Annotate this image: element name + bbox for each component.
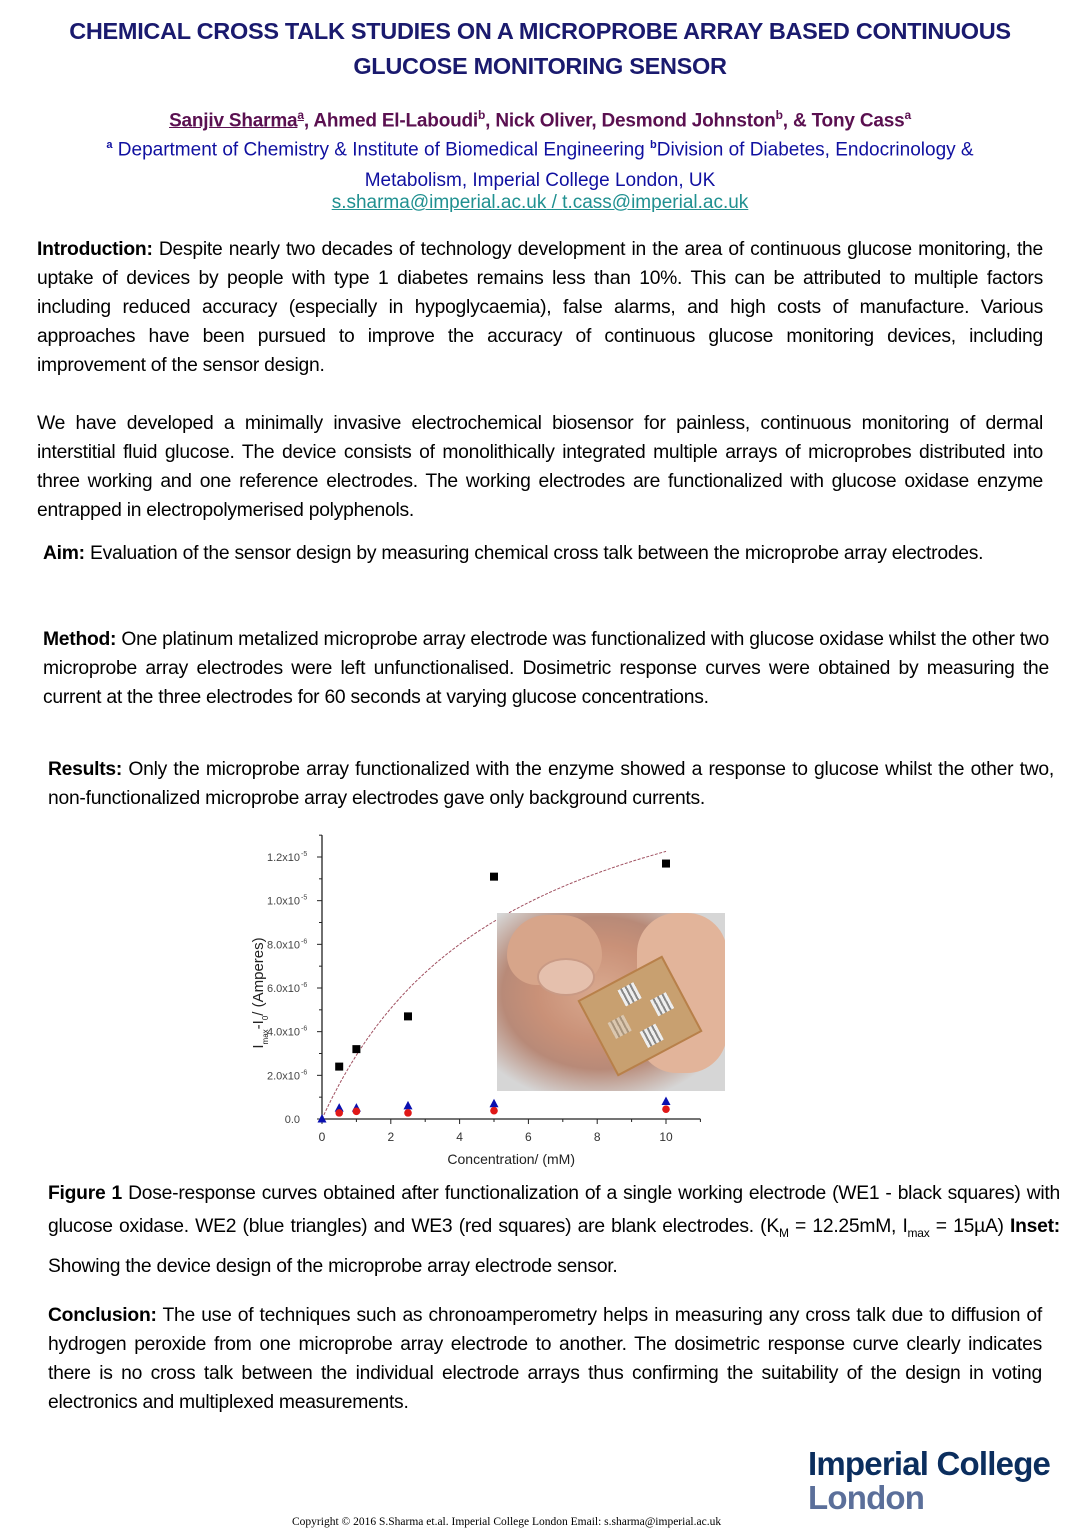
introduction-paragraph-2: We have developed a minimally invasive electrochemical biosensor for painless, continuous monitoring of dermal interstitial fluid glucose. The device consists of monolithically integrated multiple arrays of microprobes distributed into three working and one reference electrodes. The working electrodes are functionalized with glucose oxidase enzyme entrapped in electropolymerised polyphenols.	[37, 413, 1043, 521]
email-link-cass[interactable]: t.cass@imperial.ac.uk	[562, 192, 749, 213]
conclusion-label: Conclusion:	[48, 1305, 157, 1326]
x-tick-label: 6	[525, 1130, 532, 1144]
conclusion-section	[48, 1302, 1042, 1418]
we1-square-point	[352, 1045, 360, 1053]
x-tick-label: 0	[318, 1130, 326, 1144]
title-line-1: CHEMICAL CROSS TALK STUDIES ON A MICROPROBE ARRAY BASED CONTINUOUS	[69, 18, 1011, 44]
affiliation-a: Department of Chemistry & Institute of Biomedical Engineering	[112, 139, 651, 161]
y-tick-label: 1.2x10	[266, 852, 300, 864]
author-separator: ,	[485, 110, 496, 132]
we3-circle-point	[335, 1109, 343, 1117]
x-tick-label: 4	[456, 1130, 463, 1144]
y-tick-label: 0.0	[284, 1114, 300, 1126]
electrode-pad	[617, 982, 641, 1006]
we2-triangle-point	[318, 1114, 327, 1123]
electrode-pad	[640, 1024, 664, 1048]
x-axis-label: Concentration/ (mM)	[447, 1151, 575, 1167]
affil-a-mark: a	[106, 139, 113, 151]
y-axis-label-part: I	[250, 1044, 267, 1049]
introduction-text: Despite nearly two decades of technology development in the area of continuous glucose monitoring, the uptake of devices by people with type 1 diabetes remains less than 10%. This can be attributed to multiple factors including reduced accuracy (especially in hypoglycaemia), false alarms, and high costs of manufacture. Various approaches have been pursued to improve the accuracy of continuous glucose monitoring devices, including improvement of the sensor design.	[37, 239, 1043, 376]
method-label: Method:	[43, 629, 117, 650]
results-text: Only the microprobe array functionalized with the enzyme showed a response to glucose whilst the other two, non-functionalized microprobe array electrodes gave only background currents.	[48, 759, 1054, 809]
y-axis-label-part: -I	[250, 1020, 267, 1030]
author-separator: , &	[782, 110, 812, 132]
y-tick-label: 4.0x10	[266, 1026, 300, 1039]
imperial-college-logo	[808, 1447, 1050, 1515]
we1-square-point	[662, 860, 670, 868]
email-link-sharma[interactable]: s.sharma@imperial.ac.uk	[331, 192, 547, 213]
imax-value: = 15µA)	[929, 1216, 1011, 1237]
author-name: Desmond Johnston	[601, 110, 776, 132]
km-subscript: M	[778, 1225, 789, 1240]
electrode-pad	[608, 1015, 632, 1039]
conclusion-text: The use of techniques such as chronoamperometry helps in measuring any cross talk due to diffusion of hydrogen peroxide from one microprobe array electrode to another. The dosimetric response curve clearly indicates there is no cross talk between the individual electrode arrays thus confirming the suitability of the design in voting electronics and multiplexed measurements.	[48, 1305, 1042, 1413]
author-affiliation-mark: a	[297, 108, 304, 122]
we3-circle-point	[490, 1107, 498, 1115]
aim-section	[43, 540, 1049, 569]
copyright-footer: Copyright © 2016 S.Sharma et.al. Imperial College London Email: s.sharma@imperial.ac.uk	[292, 1516, 722, 1528]
logo-line-2: London	[808, 1479, 925, 1516]
y-axis-label-part: max	[260, 1029, 270, 1045]
author-separator: ,	[591, 110, 602, 132]
affiliation-line-2: Metabolism, Imperial College London, UK	[364, 170, 716, 192]
poster-title	[0, 14, 1080, 84]
y-axis-label-part: 0	[260, 1015, 270, 1021]
y-tick-exponent: -5	[301, 894, 308, 902]
author-separator: ,	[303, 110, 314, 132]
figure-caption	[48, 1177, 1060, 1283]
affil-b-mark: b	[650, 139, 657, 151]
inset-text: Showing the device design of the microprobe array electrode sensor.	[48, 1255, 618, 1277]
author-affiliation-mark: b	[478, 108, 486, 122]
logo-line-1: Imperial College	[808, 1445, 1051, 1482]
affiliation-b: Division of Diabetes, Endocrinology &	[656, 139, 974, 161]
y-tick-exponent: -6	[301, 982, 308, 989]
we3-circle-point	[662, 1105, 670, 1113]
we1-square-point	[404, 1012, 412, 1020]
method-section	[43, 626, 1049, 713]
inset-label: Inset:	[1010, 1216, 1060, 1237]
we1-square-point	[335, 1063, 343, 1071]
introduction-label: Introduction:	[37, 239, 153, 260]
author-name: Nick Oliver	[495, 110, 592, 132]
results-section	[48, 756, 1054, 814]
y-tick-label: 1.0x10	[266, 895, 300, 908]
caption-text: Dose-response curves obtained after functionalization of a single working electrode (WE1 - black squares) with glucose oxidase. WE2 (blue triangles) and WE3 (red squares) are blank electrodes. (K	[48, 1183, 1061, 1237]
we2-triangle-point	[662, 1097, 671, 1106]
affiliations	[20, 130, 1060, 196]
y-tick-label: 2.0x10	[266, 1070, 300, 1083]
y-tick-exponent: -6	[301, 1025, 308, 1033]
author-name: Tony Cass	[811, 110, 905, 132]
author-name: Ahmed El-Laboudi	[313, 110, 478, 132]
imax-subscript: max	[907, 1225, 930, 1240]
we2-triangle-point	[404, 1101, 413, 1110]
x-tick-label: 8	[593, 1130, 601, 1144]
aim-text: Evaluation of the sensor design by measuring chemical cross talk between the microprobe array electrodes.	[84, 543, 984, 564]
aim-label: Aim:	[43, 543, 85, 564]
y-axis-label	[250, 937, 270, 1048]
y-tick-exponent: -6	[301, 1069, 308, 1077]
we1-square-point	[490, 873, 498, 881]
author-name: Sanjiv Sharma	[169, 110, 298, 132]
author-affiliation-mark: b	[775, 108, 783, 122]
results-label: Results:	[48, 759, 123, 780]
km-value: = 12.25mM, I	[788, 1216, 908, 1237]
y-tick-label: 8.0x10	[266, 939, 300, 952]
thumbnail-shape	[537, 958, 595, 996]
y-tick-exponent: -5	[301, 851, 308, 858]
y-tick-exponent: -6	[301, 938, 308, 946]
x-tick-label: 10	[659, 1130, 673, 1144]
we3-circle-point	[353, 1108, 361, 1116]
author-list	[0, 108, 1080, 132]
y-tick-label: 6.0x10	[266, 983, 300, 995]
introduction-section	[37, 236, 1043, 381]
device-inset-photo	[497, 913, 725, 1091]
y-axis-label-part: / (Amperes)	[250, 937, 267, 1016]
author-affiliation-mark: a	[904, 108, 911, 122]
we3-circle-point	[404, 1109, 412, 1117]
contact-emails	[0, 192, 1080, 214]
electrode-pad	[650, 992, 674, 1016]
x-tick-label: 2	[387, 1130, 395, 1144]
we2-triangle-point	[490, 1099, 499, 1108]
caption-label: Figure 1	[48, 1183, 123, 1204]
title-line-2: GLUCOSE MONITORING SENSOR	[353, 53, 727, 79]
method-text: One platinum metalized microprobe array electrode was functionalized with glucose oxidase whilst the other two microprobe array electrodes were left unfunctionalised. Dosimetric response curves were obtained by measuring the current at the three electrodes for 60 seconds at varying glucose concentrations.	[43, 629, 1049, 708]
email-separator: /	[546, 192, 563, 213]
